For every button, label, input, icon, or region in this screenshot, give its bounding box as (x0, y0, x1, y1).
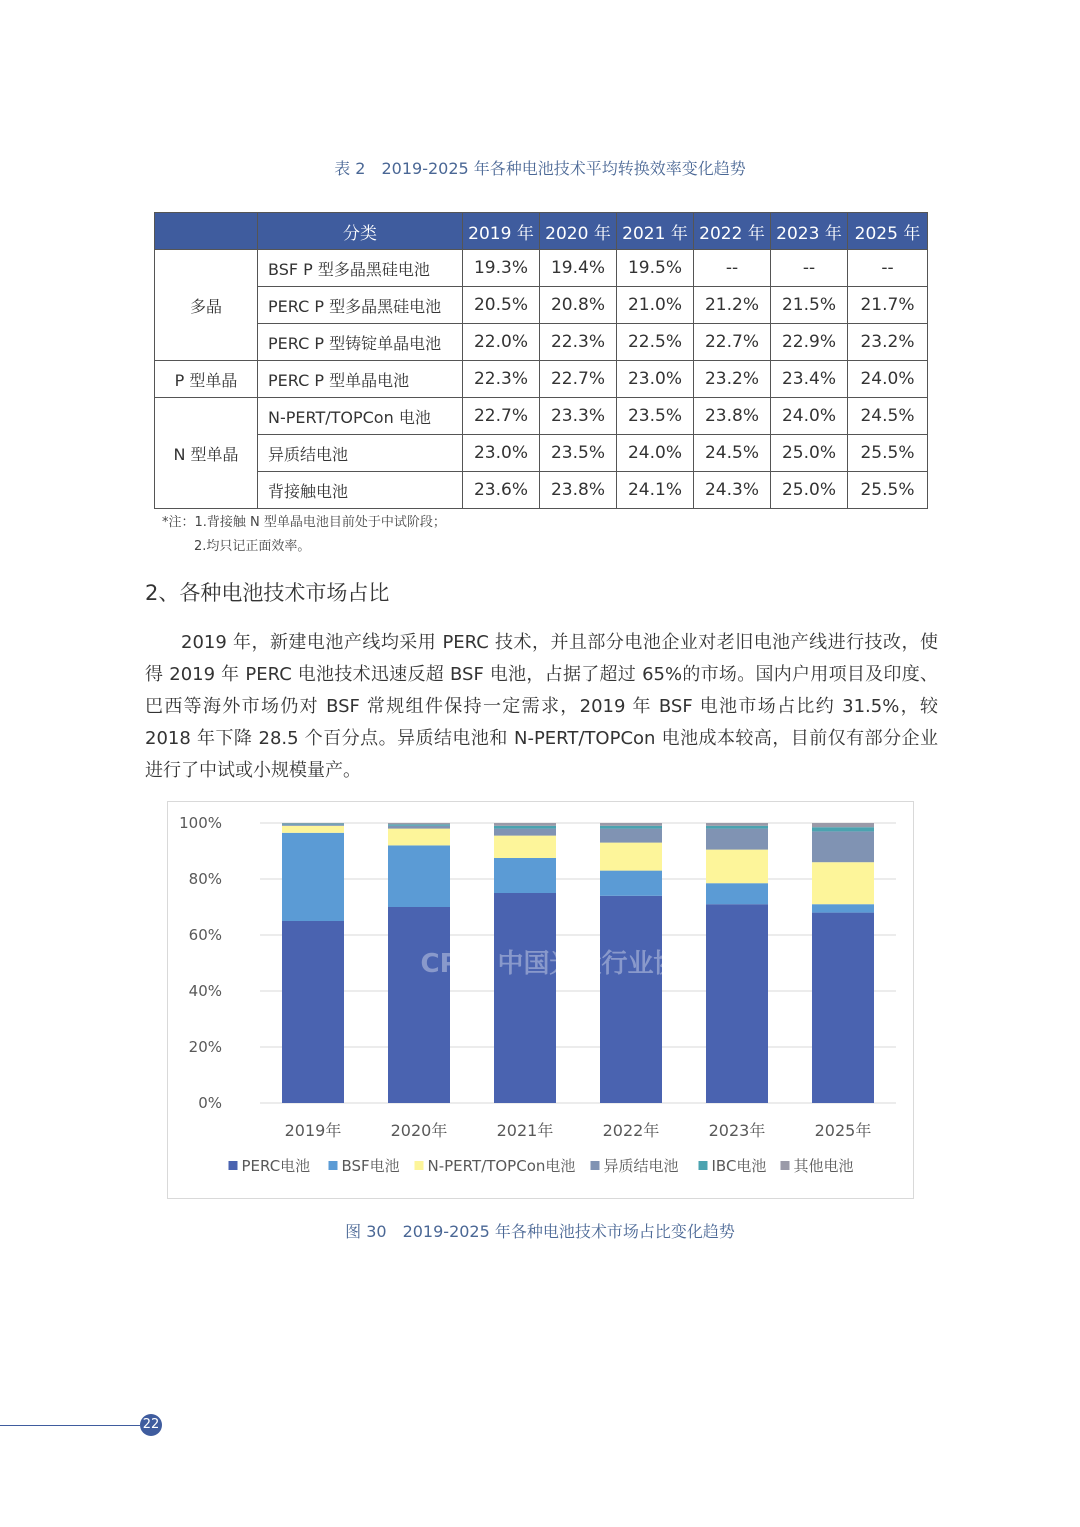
note-line-2: 2.均只记正面效率。 (194, 539, 311, 554)
cell: 21.7% (848, 287, 928, 324)
x-tick-label: 2020年 (390, 1121, 448, 1140)
cell: 20.8% (540, 287, 617, 324)
x-tick-label: 2025年 (814, 1121, 872, 1140)
table-row (155, 250, 928, 287)
table-header-row (155, 213, 928, 250)
x-tick-label: 2023年 (708, 1121, 766, 1140)
table-row (155, 361, 928, 398)
header-blank (155, 213, 258, 250)
cell: 25.0% (771, 472, 848, 509)
bar-segment (494, 826, 556, 829)
bar-segment (812, 913, 874, 1103)
cell: 24.0% (771, 398, 848, 435)
cell: 25.0% (771, 435, 848, 472)
header-2022: 2022 年 (694, 213, 771, 250)
cell: 23.2% (848, 324, 928, 361)
cell: 19.4% (540, 250, 617, 287)
bar-segment (812, 823, 874, 827)
x-tick-label: 2021年 (496, 1121, 554, 1140)
y-tick-label: 80% (188, 870, 222, 888)
cell: 21.2% (694, 287, 771, 324)
bar-segment (812, 827, 874, 831)
cell: 23.2% (694, 361, 771, 398)
cell: 24.5% (848, 398, 928, 435)
cell: 23.6% (463, 472, 540, 509)
group-cell: 多晶 (155, 250, 258, 361)
bar-segment (600, 829, 662, 843)
group-cell: N 型单晶 (155, 398, 258, 509)
bar-segment (388, 824, 450, 825)
bar-segment (282, 823, 344, 824)
bar-segment (706, 826, 768, 829)
table-row (155, 472, 928, 509)
cell: 22.3% (540, 324, 617, 361)
legend-label: IBC电池 (711, 1157, 767, 1175)
bar-segment (600, 871, 662, 896)
header-2023: 2023 年 (771, 213, 848, 250)
cell: 20.5% (463, 287, 540, 324)
bar-segment (706, 904, 768, 1103)
bar-segment (282, 921, 344, 1103)
watermark: CPIA 中国光伏行业协会 (420, 949, 706, 979)
cell: 19.5% (617, 250, 694, 287)
footer-line (0, 1425, 140, 1426)
cell: 22.9% (771, 324, 848, 361)
y-tick-label: 60% (188, 926, 222, 944)
header-2019: 2019 年 (463, 213, 540, 250)
table-row (155, 435, 928, 472)
cell: 23.5% (540, 435, 617, 472)
y-tick-label: 20% (188, 1038, 222, 1056)
table-row (155, 287, 928, 324)
header-2025: 2025 年 (848, 213, 928, 250)
legend-swatch (781, 1161, 790, 1170)
cell: -- (694, 250, 771, 287)
bar-segment (600, 896, 662, 1103)
cell: 21.5% (771, 287, 848, 324)
bar-segment (706, 883, 768, 904)
bar-segment (494, 829, 556, 836)
bar-segment (600, 826, 662, 829)
market-share-chart (167, 801, 914, 1199)
cell: 23.4% (771, 361, 848, 398)
paragraph-text: 2019 年，新建电池产线均采用 PERC 技术，并且部分电池企业对老旧电池产线进行技改，使得 2019 年 PERC 电池技术迅速反超 BSF 电池，占据了超过 65%的市场。国内户用项目及印度、巴西等海外市场仍对 BSF 常规组件保持一定需求，2019 年 BSF 电池市场占比约 31.5%，较 2018 年下降 28.5 个百分点。异质结电池和 N-PERT/TOPCon 电池成本较高，目前仅有部分企业进行了中试或小规模量产。 (145, 632, 938, 781)
legend-swatch (699, 1161, 708, 1170)
bar-segment (388, 829, 450, 846)
bar-segment (494, 893, 556, 1103)
chart-svg (168, 802, 913, 1198)
bar-segment (812, 862, 874, 904)
bar-segment (494, 823, 556, 826)
bar-segment (282, 824, 344, 825)
legend-label: N-PERT/TOPCon电池 (427, 1157, 576, 1175)
bar-segment (600, 843, 662, 871)
bar-segment (706, 829, 768, 850)
row-name: PERC P 型多晶黑硅电池 (258, 287, 463, 324)
cell: -- (771, 250, 848, 287)
legend-swatch (591, 1161, 600, 1170)
bar-segment (494, 836, 556, 858)
bar-segment (388, 823, 450, 824)
cell: 23.5% (617, 398, 694, 435)
bar-segment (706, 850, 768, 884)
bar-segment (388, 826, 450, 829)
cell: -- (848, 250, 928, 287)
cell: 22.0% (463, 324, 540, 361)
row-name: 异质结电池 (258, 435, 463, 472)
cell: 22.7% (694, 324, 771, 361)
legend-swatch (229, 1161, 238, 1170)
header-category: 分类 (258, 213, 463, 250)
cell: 23.8% (540, 472, 617, 509)
legend-swatch (329, 1161, 338, 1170)
table-caption: 表 2 2019-2025 年各种电池技术平均转换效率变化趋势 (334, 159, 746, 178)
table-row (155, 324, 928, 361)
body-paragraph (145, 627, 938, 787)
cell: 23.8% (694, 398, 771, 435)
bar-segment (282, 833, 344, 921)
cell: 24.5% (694, 435, 771, 472)
cell: 22.5% (617, 324, 694, 361)
y-tick-label: 40% (188, 982, 222, 1000)
legend-label: 其他电池 (793, 1157, 854, 1175)
row-name: 背接触电池 (258, 472, 463, 509)
cell: 24.1% (617, 472, 694, 509)
legend-swatch (415, 1161, 424, 1170)
bar-segment (282, 826, 344, 833)
y-tick-label: 100% (179, 814, 222, 832)
bar-segment (812, 831, 874, 862)
y-tick-label: 0% (198, 1094, 222, 1112)
bar-segment (706, 823, 768, 826)
efficiency-table (154, 212, 928, 509)
cell: 25.5% (848, 472, 928, 509)
legend-label: 异质结电池 (603, 1157, 679, 1175)
cell: 23.0% (463, 435, 540, 472)
table-row (155, 398, 928, 435)
cell: 23.3% (540, 398, 617, 435)
cell: 22.3% (463, 361, 540, 398)
row-name: N-PERT/TOPCon 电池 (258, 398, 463, 435)
table-note (162, 511, 446, 559)
figure-caption: 图 30 2019-2025 年各种电池技术市场占比变化趋势 (345, 1222, 735, 1241)
bar-segment (494, 858, 556, 893)
cell: 24.0% (617, 435, 694, 472)
group-cell: P 型单晶 (155, 361, 258, 398)
page-number: 22 (140, 1414, 162, 1436)
bar-segment (282, 824, 344, 825)
row-name: BSF P 型多晶黑硅电池 (258, 250, 463, 287)
cell: 22.7% (540, 361, 617, 398)
cell: 24.3% (694, 472, 771, 509)
bar-segment (812, 904, 874, 912)
cell: 23.0% (617, 361, 694, 398)
cell: 21.0% (617, 287, 694, 324)
bar-segment (388, 907, 450, 1103)
x-tick-label: 2019年 (284, 1121, 342, 1140)
cell: 19.3% (463, 250, 540, 287)
bar-segment (600, 823, 662, 826)
section-title: 2、各种电池技术市场占比 (145, 581, 390, 605)
row-name: PERC P 型铸锭单晶电池 (258, 324, 463, 361)
x-tick-label: 2022年 (602, 1121, 660, 1140)
header-2021: 2021 年 (617, 213, 694, 250)
cell: 22.7% (463, 398, 540, 435)
note-line-1: *注：1.背接触 N 型单晶电池目前处于中试阶段； (162, 515, 446, 530)
header-2020: 2020 年 (540, 213, 617, 250)
bar-segment (388, 845, 450, 907)
cell: 24.0% (848, 361, 928, 398)
legend-label: PERC电池 (241, 1157, 311, 1175)
cell: 25.5% (848, 435, 928, 472)
row-name: PERC P 型单晶电池 (258, 361, 463, 398)
legend-label: BSF电池 (341, 1157, 400, 1175)
